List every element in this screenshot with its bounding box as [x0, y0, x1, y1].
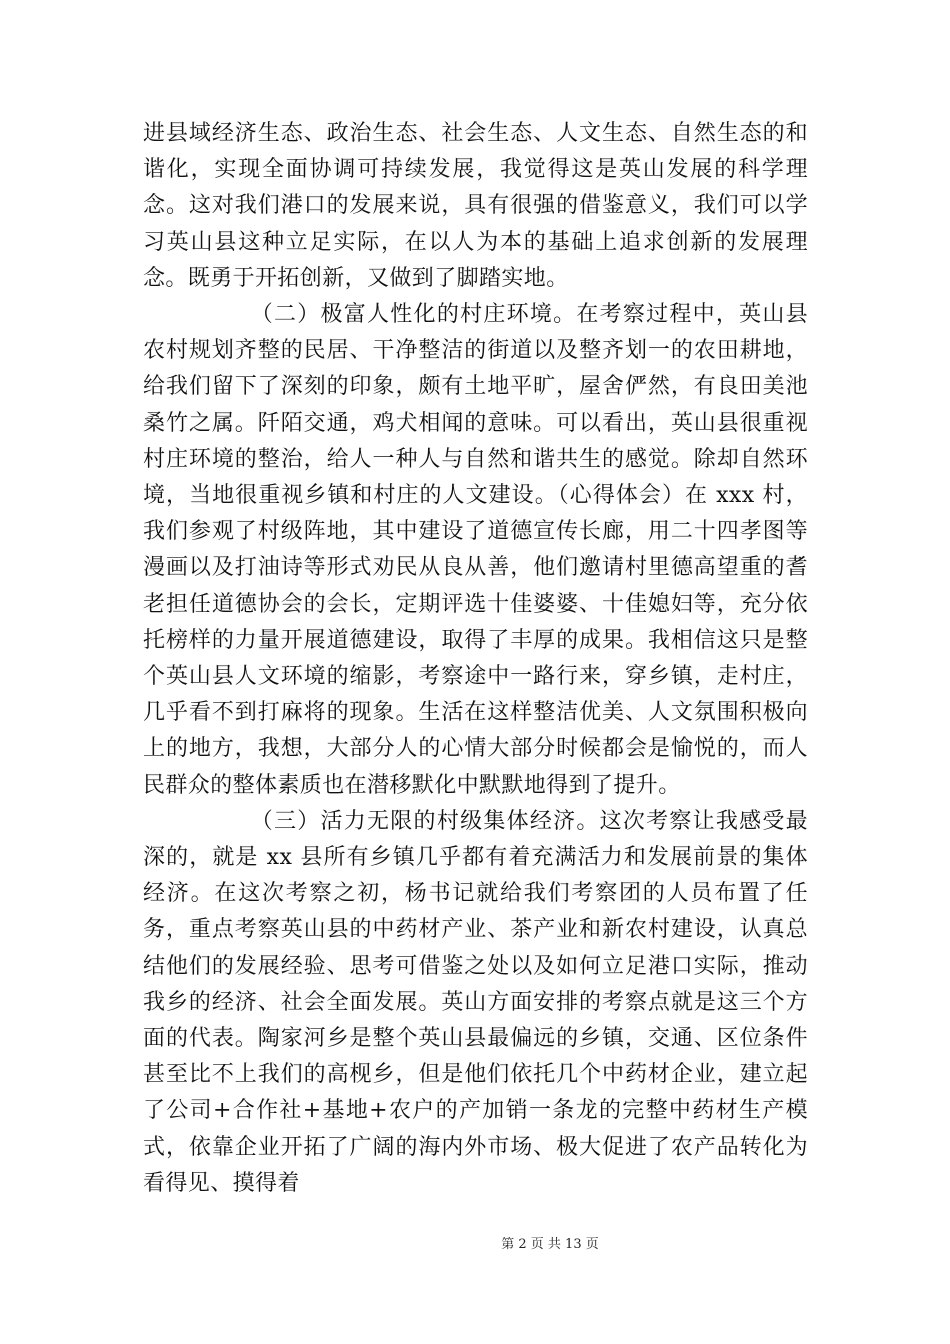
paragraph-continuation: 进县域经济生态、政治生态、社会生态、人文生态、自然生态的和谐化，实现全面协调可持续发展，我觉得这是英山发展的科学理念。这对我们港口的发展来说，具有很强的借鉴意义，我们可以学习英山县这种立足实际，在以人为本的基础上追求创新的发展理念。既勇于开拓创新，又做到了脚踏实地。 — [143, 121, 808, 291]
paragraph-section-two: （二）极富人性化的村庄环境。在考察过程中，英山县农村规划齐整的民居、干净整洁的街道以及整齐划一的农田耕地，给我们留下了深刻的印象，颇有土地平旷，屋舍俨然，有良田美池桑竹之属。阡陌交通，鸡犬相闻的意味。可以看出，英山县很重视村庄环境的整治，给人一种人与自然和谐共生的感觉。除却自然环境，当地很重视乡镇和村庄的人文建设。（心得体会）在 xxx 村，我们参观了村级阵地，其中建设了道德宣传长廊，用二十四孝图等漫画以及打油诗等形式劝民从良从善，他们邀请村里德高望重的耆老担任道德协会的会长，定期评选十佳婆婆、十佳媳妇等，充分依托榜样的力量开展道德建设，取得了丰厚的成果。我相信这只是整个英山县人文环境的缩影，考察途中一路行来，穿乡镇，走村庄，几乎看不到打麻将的现象。生活在这样整洁优美、人文氛围积极向上的地方，我想，大部分人的心情大部分时候都会是愉悦的，而人民群众的整体素质也在潜移默化中默默地得到了提升。 — [143, 302, 808, 798]
document-body — [143, 116, 808, 1202]
paragraph-section-three: （三）活力无限的村级集体经济。这次考察让我感受最深的，就是 xx 县所有乡镇几乎都有着充满活力和发展前景的集体经济。在这次考察之初，杨书记就给我们考察团的人员布置了任务，重点考察英山县的中药材产业、茶产业和新农村建设，认真总结他们的发展经验、思考可借鉴之处以及如何立足港口实际，推动我乡的经济、社会全面发展。英山方面安排的考察点就是这三个方面的代表。陶家河乡是整个英山县最偏远的乡镇，交通、区位条件甚至比不上我们的高枧乡，但是他们依托几个中药材企业，建立起了公司+合作社+基地+农户的产加销一条龙的完整中药材生产模式，依靠企业开拓了广阔的海内外市场、极大促进了农产品转化为看得见、摸得着 — [143, 808, 808, 1196]
page-footer: 第 2 页 共 13 页 — [501, 1237, 599, 1252]
